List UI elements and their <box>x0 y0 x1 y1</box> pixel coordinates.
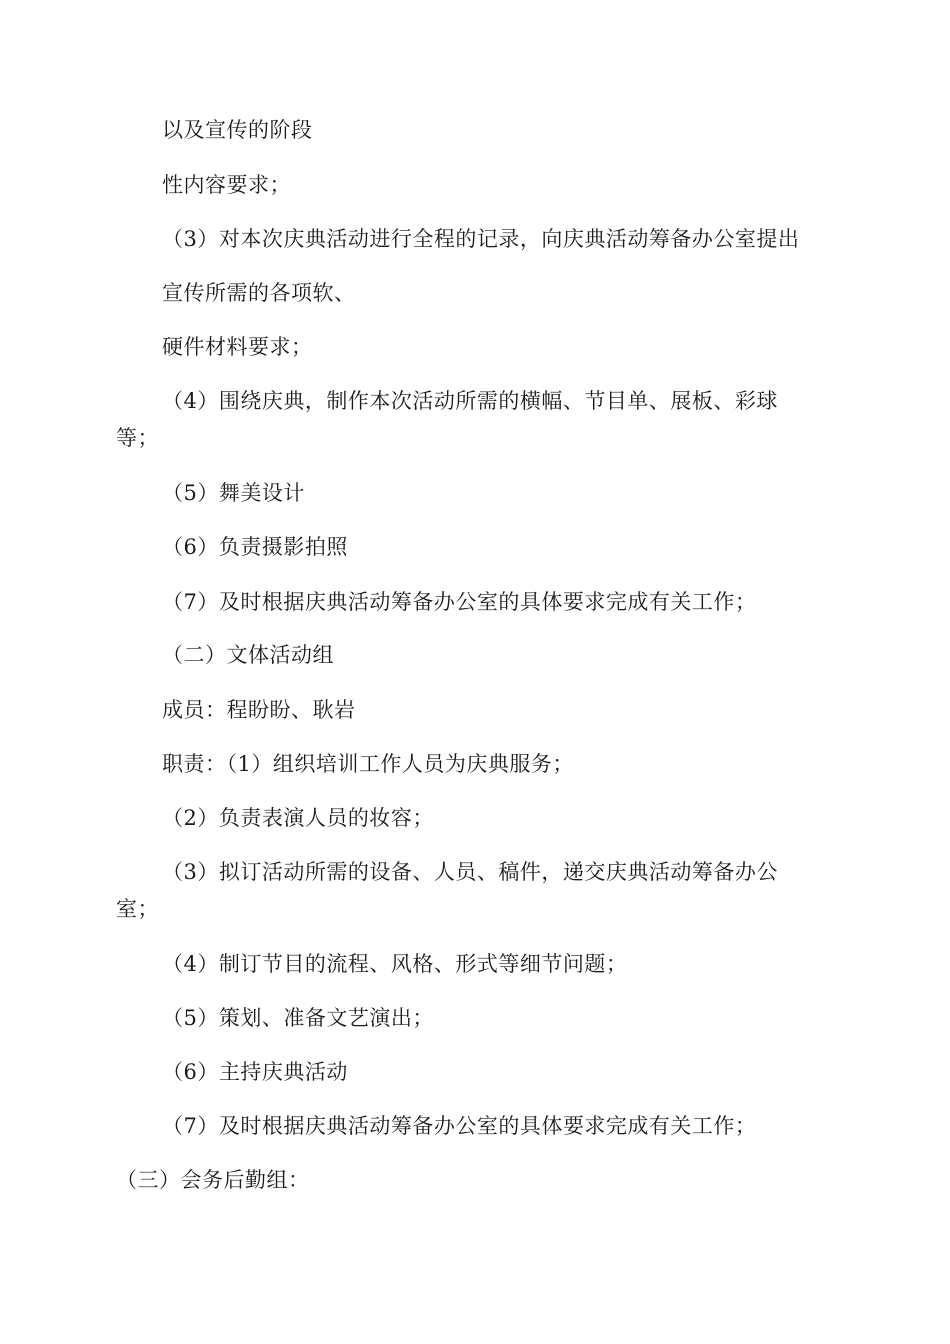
text-line: 职责：（1）组织培训工作人员为庆典服务； <box>162 752 574 776</box>
text-line: 成员：程盼盼、耿岩 <box>162 698 356 722</box>
section-heading: （二）文体活动组 <box>162 643 334 667</box>
text-line: （6）主持庆典活动 <box>162 1060 348 1084</box>
text-line: （7）及时根据庆典活动筹备办公室的具体要求完成有关工作； <box>162 590 757 614</box>
text-line: （3）拟订活动所需的设备、人员、稿件，递交庆典活动筹备办公 <box>162 860 778 884</box>
section-heading: （三）会务后勤组： <box>116 1168 310 1192</box>
text-line: （4）制订节目的流程、风格、形式等细节问题； <box>162 952 628 976</box>
text-line: （5）舞美设计 <box>162 481 305 505</box>
text-line: 以及宣传的阶段 <box>162 118 313 142</box>
text-line: （7）及时根据庆典活动筹备办公室的具体要求完成有关工作； <box>162 1114 757 1138</box>
text-line: （3）对本次庆典活动进行全程的记录，向庆典活动筹备办公室提出 <box>162 227 800 251</box>
text-line: （2）负责表演人员的妆容； <box>162 806 434 830</box>
text-line: 性内容要求； <box>162 173 291 197</box>
text-line: （6）负责摄影拍照 <box>162 535 348 559</box>
text-line: 宣传所需的各项软、 <box>162 281 356 305</box>
text-line: 等； <box>116 426 159 450</box>
text-line: （4）围绕庆典，制作本次活动所需的横幅、节目单、展板、彩球 <box>162 389 778 413</box>
text-line: （5）策划、准备文艺演出； <box>162 1006 434 1030</box>
text-line: 硬件材料要求； <box>162 335 313 359</box>
text-line: 室； <box>116 897 159 921</box>
